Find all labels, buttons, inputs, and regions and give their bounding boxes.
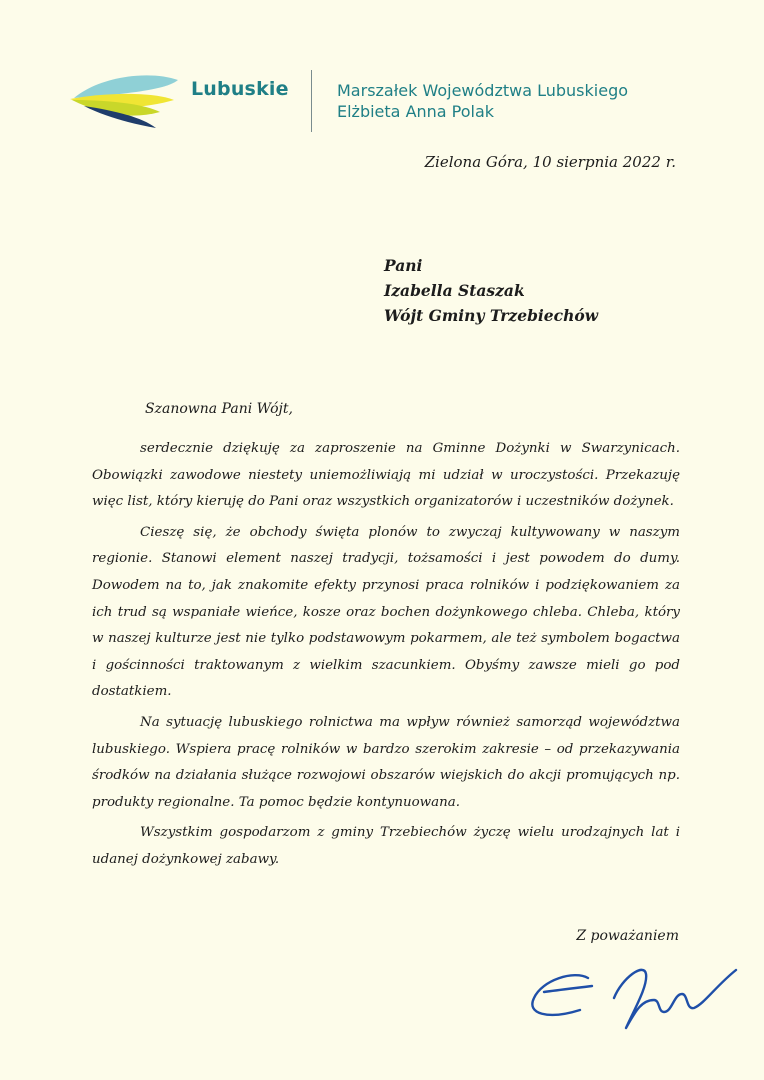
letter-paragraph: serdecznie dziękuję za zaproszenie na Gminne Dożynki w Swarzynicach. Obowiązki zawodowe niestety uniemożliwiają mi udział w uroczystości. Przekazuję więc list, który kieruję do Pani oraz wszystkich organizatorów i uczestników dożynek. xyxy=(92,441,680,510)
letter-paragraph: Cieszę się, że obchody święta plonów to zwyczaj kultywowany w naszym regionie. Stanowi element naszej tradycji, tożsamości i jest powodem do dumy. Dowodem na to, jak znakomite efekty przynosi praca rolników i podziękowaniem za ich trud są wspaniałe wieńce, kosze oraz bochen dożynkowego chleba. Chleba, który w naszej kulturze jest nie tylko podstawowym pokarmem, ale też symbolem bogactwa i gościnności traktowanym z wielkim szacunkiem. Obyśmy zawsze mieli go pod dostatkiem. xyxy=(92,524,680,700)
letter-paragraph: Na sytuację lubuskiego rolnictwa ma wpływ również samorząd województwa lubuskiego. Wspiera pracę rolników w bardzo szerokim zakresie – od przekazywania środków na działania służące rozwojowi obszarów wiejskich do akcji promujących np. produkty regionalne. Ta pomoc będzie kontynuowana. xyxy=(92,714,680,810)
office-holder-name: Elżbieta Anna Polak xyxy=(337,102,495,121)
dateline: Zielona Góra, 10 sierpnia 2022 r. xyxy=(424,153,676,171)
office-header xyxy=(337,80,628,122)
handwritten-signature-icon xyxy=(522,958,750,1030)
office-title: Marszałek Województwa Lubuskiego xyxy=(337,81,629,100)
closing-phrase: Z poważaniem xyxy=(576,928,679,944)
brand-name: Lubuskie xyxy=(191,78,289,100)
header-divider xyxy=(311,70,312,132)
lubuskie-logo-icon xyxy=(70,70,182,132)
salutation: Szanowna Pani Wójt, xyxy=(145,401,293,417)
recipient-title: Pani xyxy=(384,256,423,275)
signature-stroke xyxy=(532,970,736,1028)
recipient-name: Izabella Staszak xyxy=(384,281,525,300)
recipient-position: Wójt Gminy Trzebiechów xyxy=(384,306,599,325)
recipient-block xyxy=(384,253,598,328)
letter-body xyxy=(92,436,680,878)
letter-paragraph: Wszystkim gospodarzom z gminy Trzebiechów życzę wielu urodzajnych lat i udanej dożynkowej zabawy. xyxy=(92,825,680,867)
